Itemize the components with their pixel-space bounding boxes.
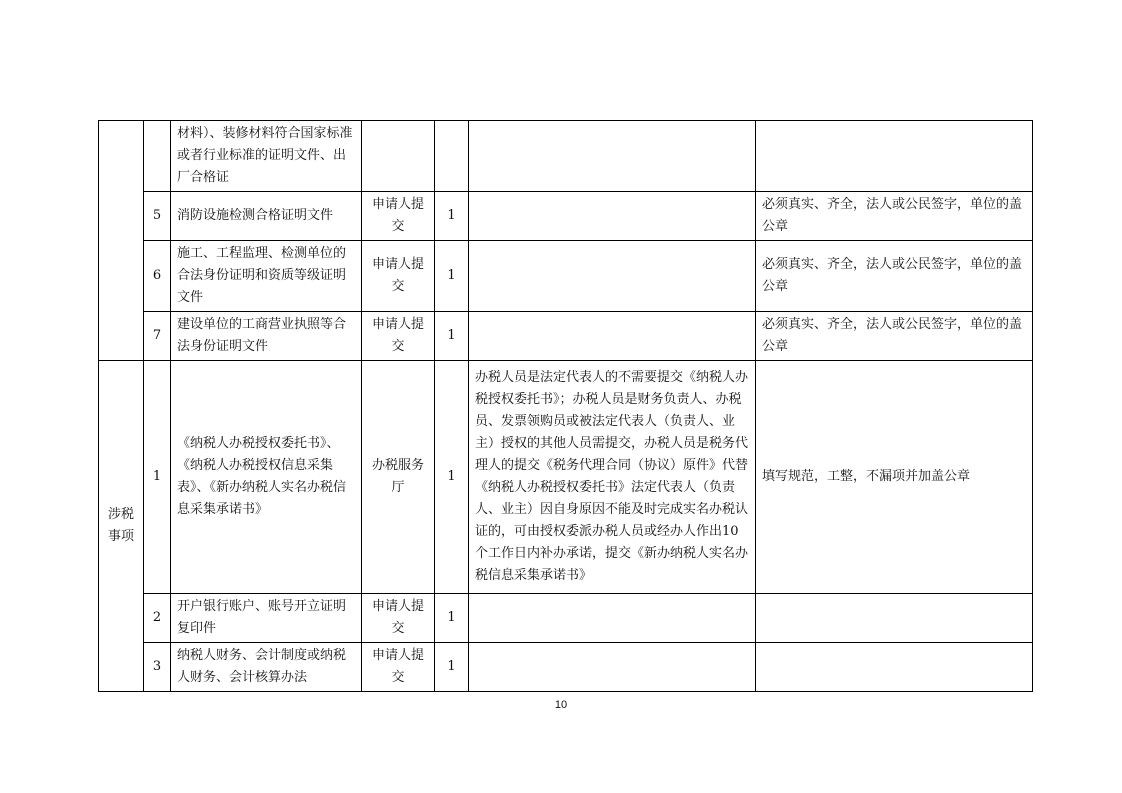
table-row [99,594,1033,643]
table-row [99,121,1033,192]
material-name: 纳税人财务、会计制度或纳税人财务、会计核算办法 [171,643,362,692]
material-count: 1 [435,241,469,312]
material-name: 开户银行账户、账号开立证明复印件 [171,594,362,643]
item-number: 3 [144,643,171,692]
material-count: 1 [435,594,469,643]
material-count [435,121,469,192]
table-row [99,361,1033,594]
material-source: 申请人提交 [362,192,435,241]
material-description [469,312,756,361]
material-count: 1 [435,643,469,692]
category-cell: 涉税事项 [99,361,144,692]
material-requirement [756,121,1033,192]
material-name: 建设单位的工商营业执照等合法身份证明文件 [171,312,362,361]
material-requirement [756,643,1033,692]
item-number: 6 [144,241,171,312]
material-requirement: 填写规范，工整，不漏项并加盖公章 [756,361,1033,594]
table-row [99,241,1033,312]
material-description [469,121,756,192]
material-source: 申请人提交 [362,312,435,361]
item-number: 7 [144,312,171,361]
table-row [99,643,1033,692]
material-source: 申请人提交 [362,594,435,643]
material-description: 办税人员是法定代表人的不需要提交《纳税人办税授权委托书》；办税人员是财务负责人、办税员、发票领购员或被法定代表人（负责人、业主）授权的其他人员需提交，办税人员是税务代理人的提交《税务代理合同（协议）原件》代替《纳税人办税授权委托书》法定代表人（负责人、业主）因自身原因不能及时完成实名办税认证的，可由授权委派办税人员或经办人作出10个工作日内补办承诺，提交《新办纳税人实名办税信息采集承诺书》 [469,361,756,594]
material-name: 施工、工程监理、检测单位的合法身份证明和资质等级证明文件 [171,241,362,312]
material-requirement [756,594,1033,643]
material-description [469,594,756,643]
table-row [99,192,1033,241]
item-number: 5 [144,192,171,241]
material-source: 申请人提交 [362,241,435,312]
material-requirement: 必须真实、齐全，法人或公民签字，单位的盖公章 [756,192,1033,241]
material-name: 消防设施检测合格证明文件 [171,192,362,241]
category-cell [99,121,144,361]
item-number [144,121,171,192]
material-source [362,121,435,192]
item-number: 1 [144,361,171,594]
item-number: 2 [144,594,171,643]
material-count: 1 [435,312,469,361]
material-requirement: 必须真实、齐全，法人或公民签字，单位的盖公章 [756,241,1033,312]
material-description [469,643,756,692]
material-description [469,241,756,312]
material-count: 1 [435,361,469,594]
material-description [469,192,756,241]
page-number: 10 [554,699,568,711]
material-count: 1 [435,192,469,241]
material-requirement: 必须真实、齐全，法人或公民签字，单位的盖公章 [756,312,1033,361]
material-name: 《纳税人办税授权委托书》、《纳税人办税授权信息采集表》、《新办纳税人实名办税信息采集承诺书》 [171,361,362,594]
materials-table [98,120,1033,692]
material-source: 申请人提交 [362,643,435,692]
table-row [99,312,1033,361]
material-name: 材料）、装修材料符合国家标准或者行业标准的证明文件、出厂合格证 [171,121,362,192]
material-source: 办税服务厅 [362,361,435,594]
